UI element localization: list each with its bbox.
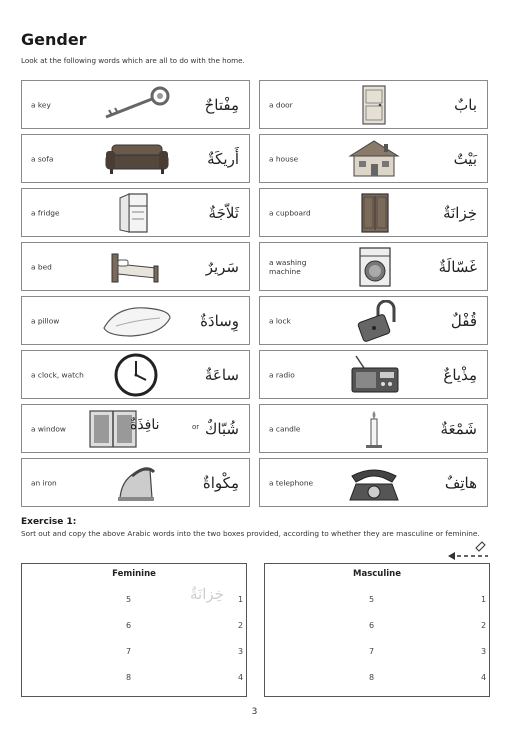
arabic-word: ثَلاّجَةٌ [208, 203, 239, 222]
cupboard-icon [334, 193, 414, 233]
slot-number: 5 [369, 595, 375, 604]
card-telephone [259, 458, 488, 507]
english-word: a bed [31, 262, 52, 271]
card-clock [21, 350, 250, 399]
english-word: a telephone [269, 478, 314, 487]
english-word: a window [31, 424, 66, 433]
english-word: a sofa [31, 154, 54, 163]
card-cupboard [259, 188, 488, 237]
arabic-word: بابٌ [454, 95, 477, 114]
arabic-word: أَريكَةٌ [207, 149, 239, 168]
arabic-word: شَمْعَةٌ [440, 419, 477, 438]
masculine-box[interactable] [264, 563, 490, 697]
slot-number: 7 [126, 647, 132, 656]
iron-icon [96, 463, 176, 503]
english-word: a fridge [31, 208, 60, 217]
english-word: a pillow [31, 316, 60, 325]
card-lock [259, 296, 488, 345]
clock-icon [96, 355, 176, 395]
arabic-word: غَسّالَةٌ [438, 257, 477, 276]
exercise-title: Exercise 1: [21, 517, 77, 527]
exercise-instructions: Sort out and copy the above Arabic words into the two boxes provided, according to whether they are masculine or feminine. [21, 529, 480, 538]
english-word: a candle [269, 424, 301, 433]
slot-number: 1 [238, 595, 244, 604]
masculine-heading: Masculine [353, 569, 401, 579]
page-title: Gender [21, 30, 87, 49]
card-door [259, 80, 488, 129]
fridge-icon [96, 193, 176, 233]
slot-number: 3 [481, 647, 487, 656]
arabic-word: ساعَةٌ [204, 365, 239, 384]
arabic-word: مِفْتاحٌ [204, 95, 239, 114]
telephone-icon [334, 463, 414, 503]
slot-number: 4 [238, 673, 244, 682]
arabic-word: بَيْتٌ [453, 149, 477, 168]
example-answer: خِزانَةٌ [190, 585, 224, 603]
card-key [21, 80, 250, 129]
sofa-icon [96, 139, 176, 179]
slot-number: 2 [238, 621, 244, 630]
arabic-word: مِكْواةٌ [202, 473, 239, 492]
bed-icon [96, 247, 176, 287]
arabic-word: سَريرٌ [205, 257, 239, 276]
page-number: 3 [251, 707, 258, 717]
card-window [21, 404, 250, 453]
slot-number: 1 [481, 595, 487, 604]
card-pillow [21, 296, 250, 345]
slot-number: 6 [369, 621, 375, 630]
card-candle [259, 404, 488, 453]
card-washing-machine [259, 242, 488, 291]
right-to-left-arrow-pencil-icon [446, 538, 491, 562]
padlock-icon [334, 301, 414, 341]
english-word: a cupboard [269, 208, 311, 217]
english-word: a door [269, 100, 293, 109]
arabic-word-alt: نافِذَةٌ [130, 417, 160, 433]
card-iron [21, 458, 250, 507]
intro-text: Look at the following words which are all to do with the home. [21, 56, 245, 65]
arabic-word: خِزانَةٌ [443, 203, 477, 222]
card-radio [259, 350, 488, 399]
english-word: a washing machine [269, 257, 307, 276]
door-icon [334, 85, 414, 125]
card-sofa [21, 134, 250, 183]
card-fridge [21, 188, 250, 237]
card-bed [21, 242, 250, 291]
english-word: a clock, watch [31, 370, 84, 379]
key-icon [96, 85, 176, 125]
slot-number: 4 [481, 673, 487, 682]
slot-number: 8 [126, 673, 132, 682]
slot-number: 7 [369, 647, 375, 656]
arabic-word: هاتِفٌ [444, 473, 477, 492]
english-word: an iron [31, 478, 57, 487]
feminine-heading: Feminine [112, 569, 156, 579]
english-word: a key [31, 100, 51, 109]
washing-machine-icon [334, 247, 414, 287]
slot-number: 3 [238, 647, 244, 656]
card-house [259, 134, 488, 183]
arabic-word: شُبّاكٌ [204, 419, 239, 438]
arabic-word: مِذْياعٌ [443, 365, 477, 384]
feminine-box[interactable] [21, 563, 247, 697]
slot-number: 8 [369, 673, 375, 682]
english-word: a radio [269, 370, 295, 379]
english-word: a lock [269, 316, 291, 325]
pillow-icon [96, 301, 176, 341]
english-word: a house [269, 154, 299, 163]
slot-number: 5 [126, 595, 132, 604]
radio-icon [334, 355, 414, 395]
or-label: or [192, 423, 200, 431]
slot-number: 6 [126, 621, 132, 630]
slot-number: 2 [481, 621, 487, 630]
arabic-word: وِسادَةٌ [200, 311, 239, 330]
house-icon [334, 139, 414, 179]
candle-icon [334, 409, 414, 449]
arabic-word: قُفْلٌ [450, 311, 477, 330]
